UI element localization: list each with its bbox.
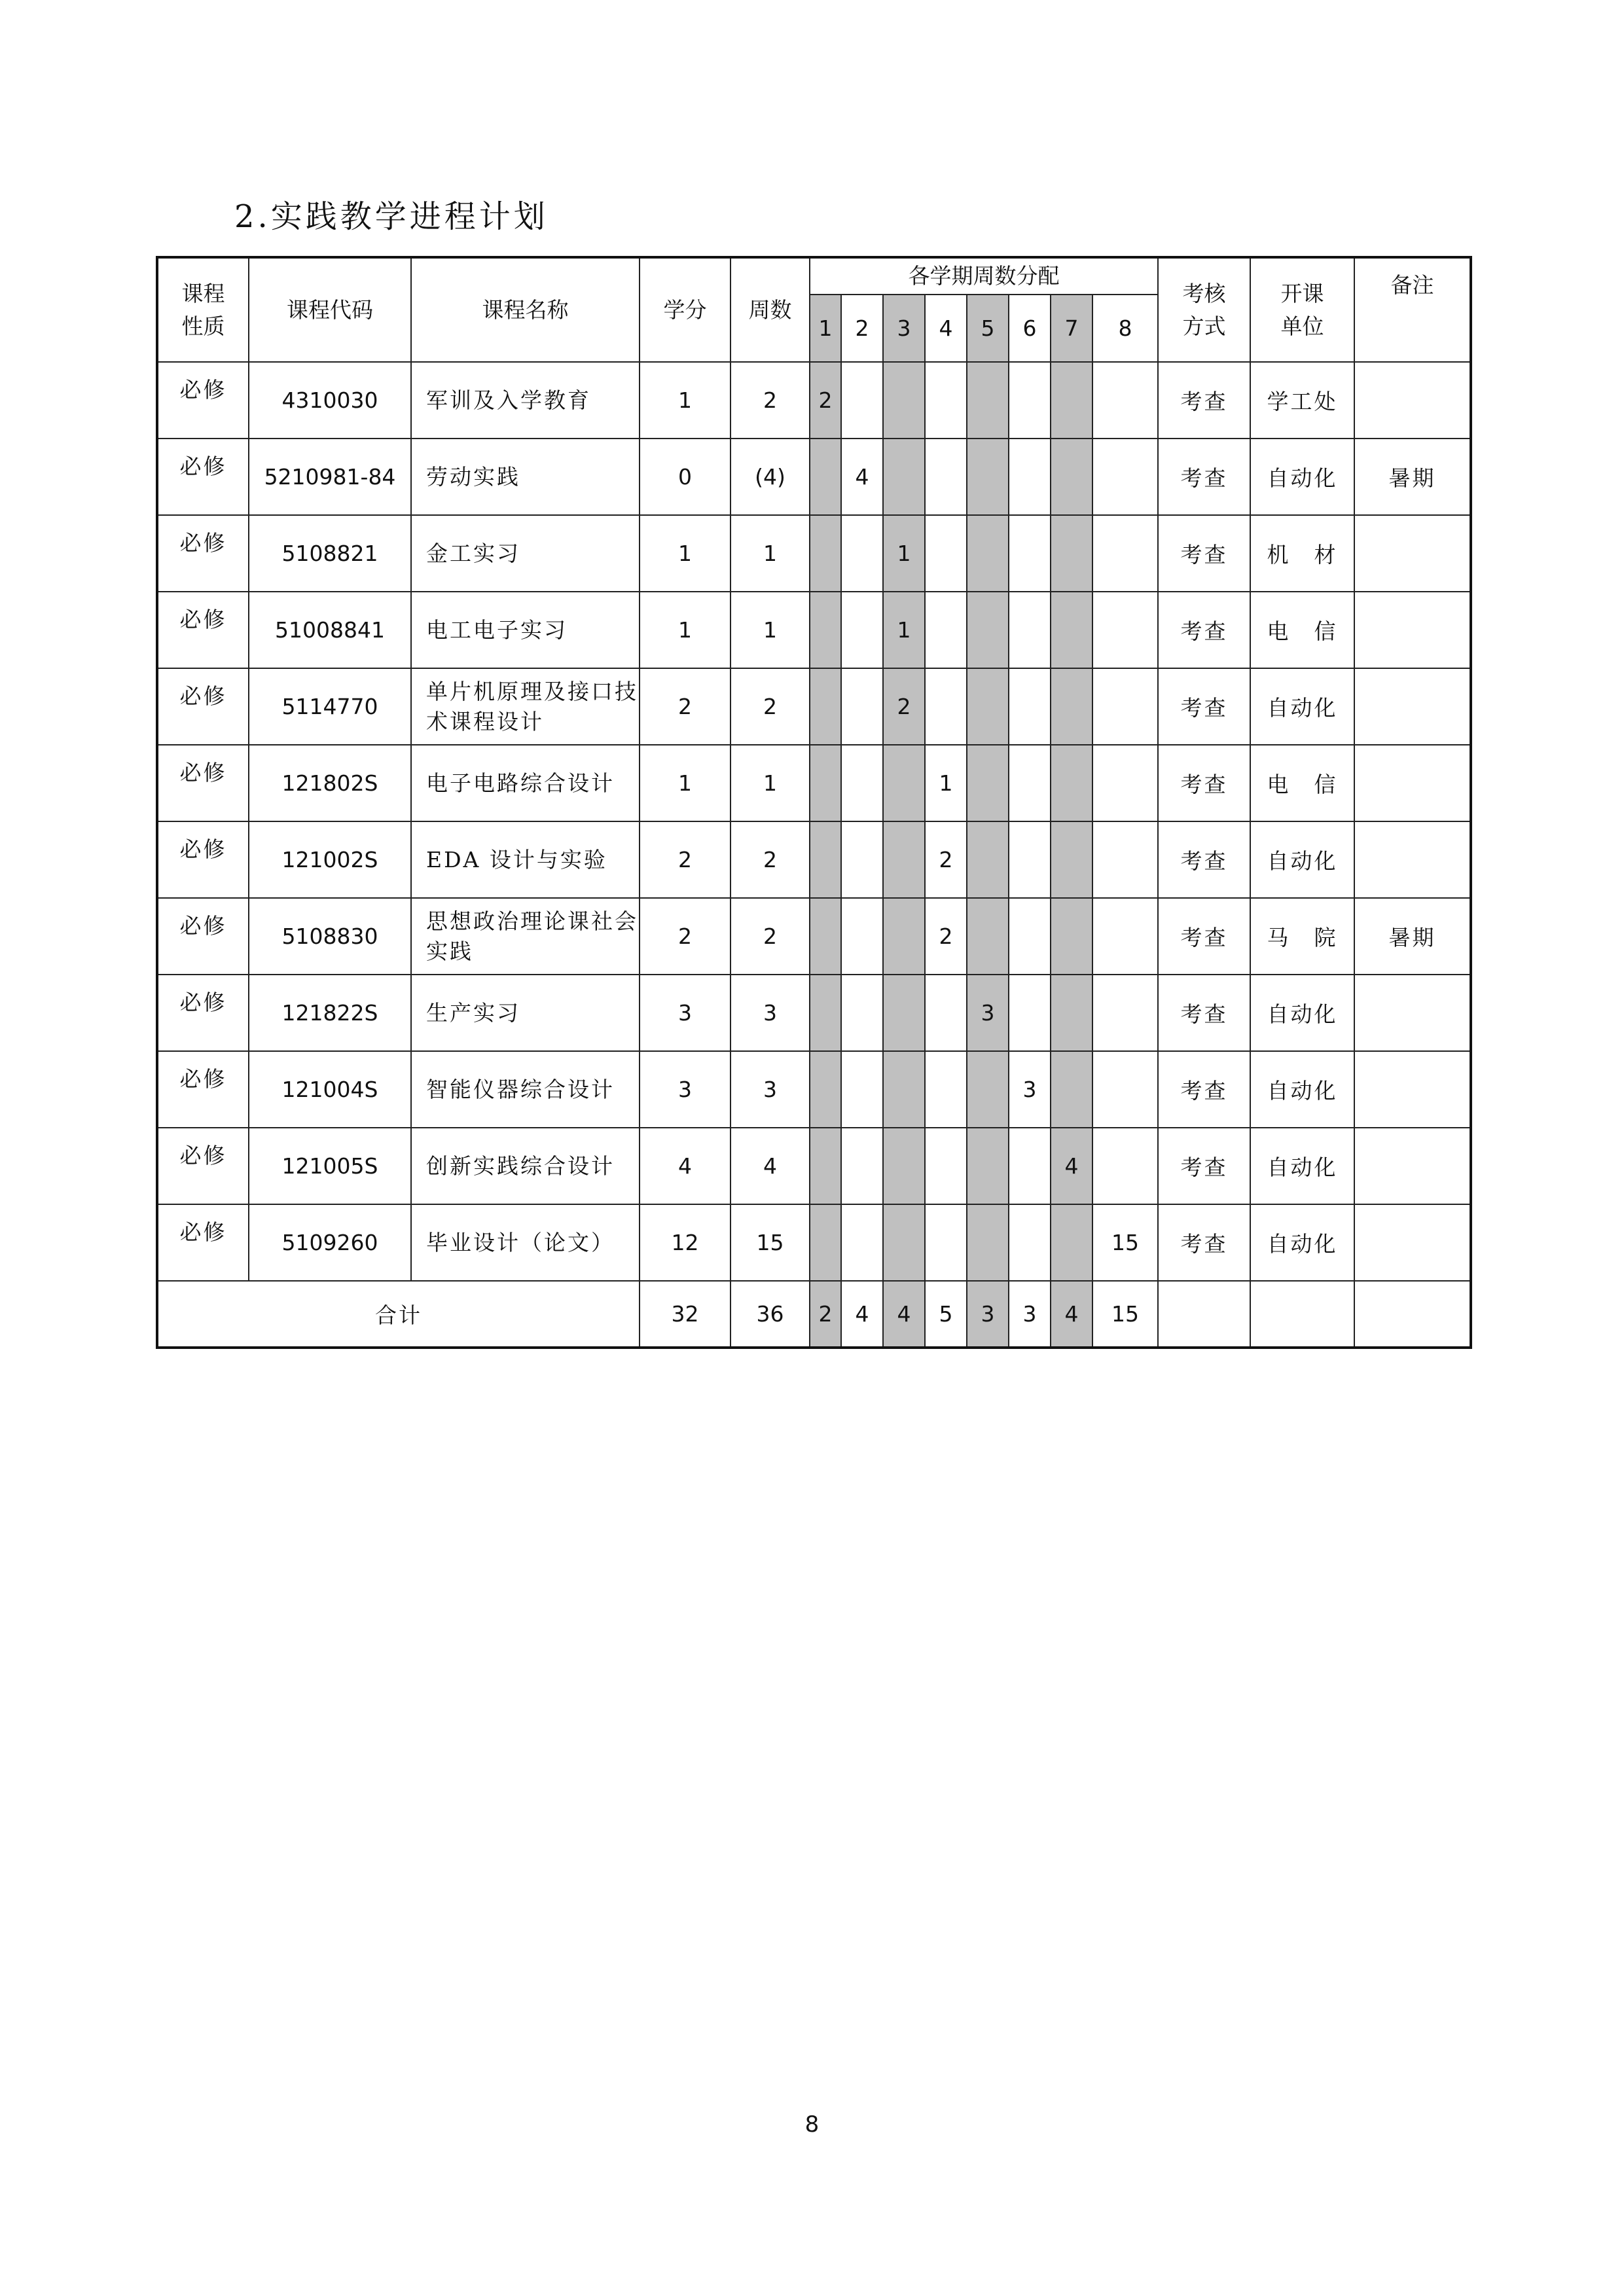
course-nature: 必修 (157, 592, 249, 668)
semester-weeks-5 (967, 362, 1009, 439)
total-semester-6: 3 (1009, 1281, 1051, 1348)
semester-weeks-7 (1051, 975, 1092, 1051)
course-weeks: 4 (731, 1128, 810, 1204)
course-code: 5108821 (249, 515, 411, 592)
course-name: 金工实习 (411, 515, 640, 592)
total-semester-2: 4 (841, 1281, 883, 1348)
total-semester-8: 15 (1092, 1281, 1158, 1348)
semester-weeks-4 (925, 975, 967, 1051)
header-remark: 备注 (1354, 257, 1471, 362)
semester-weeks-6 (1009, 668, 1051, 745)
header-credit: 学分 (640, 257, 731, 362)
remark (1354, 821, 1471, 898)
remark (1354, 592, 1471, 668)
assessment-method: 考查 (1158, 898, 1250, 975)
course-weeks: (4) (731, 439, 810, 515)
semester-weeks-1 (810, 592, 841, 668)
semester-weeks-3 (883, 1128, 925, 1204)
semester-weeks-2 (841, 821, 883, 898)
table-row (157, 1051, 1471, 1128)
remark: 暑期 (1354, 898, 1471, 975)
offering-unit: 自动化 (1250, 1051, 1354, 1128)
remark (1354, 1204, 1471, 1281)
course-nature: 必修 (157, 975, 249, 1051)
total-assessment-empty (1158, 1281, 1250, 1348)
semester-weeks-4 (925, 592, 967, 668)
course-credit: 1 (640, 592, 731, 668)
semester-weeks-5 (967, 592, 1009, 668)
remark (1354, 668, 1471, 745)
course-credit: 1 (640, 362, 731, 439)
semester-weeks-1 (810, 1204, 841, 1281)
offering-unit: 自动化 (1250, 975, 1354, 1051)
total-credit: 32 (640, 1281, 731, 1348)
header-unit: 开课 单位 (1250, 257, 1354, 362)
offering-unit: 电 信 (1250, 745, 1354, 821)
course-name: 思想政治理论课社会实践 (411, 898, 640, 975)
total-label: 合计 (157, 1281, 640, 1348)
header-assessment: 考核 方式 (1158, 257, 1250, 362)
semester-weeks-6 (1009, 975, 1051, 1051)
semester-weeks-2 (841, 745, 883, 821)
semester-weeks-2 (841, 668, 883, 745)
semester-weeks-5 (967, 439, 1009, 515)
semester-weeks-5 (967, 1051, 1009, 1128)
course-code: 121822S (249, 975, 411, 1051)
semester-weeks-1 (810, 975, 841, 1051)
total-row (157, 1281, 1471, 1348)
semester-weeks-4 (925, 1128, 967, 1204)
semester-header-6: 6 (1009, 295, 1051, 362)
table-row (157, 745, 1471, 821)
assessment-method: 考查 (1158, 975, 1250, 1051)
assessment-method: 考查 (1158, 439, 1250, 515)
semester-weeks-7 (1051, 668, 1092, 745)
offering-unit: 自动化 (1250, 439, 1354, 515)
course-name: 电工电子实习 (411, 592, 640, 668)
semester-weeks-5 (967, 1204, 1009, 1281)
course-nature: 必修 (157, 1128, 249, 1204)
course-nature: 必修 (157, 668, 249, 745)
table-row (157, 515, 1471, 592)
total-remark-empty (1354, 1281, 1471, 1348)
table-row (157, 362, 1471, 439)
semester-weeks-3 (883, 898, 925, 975)
semester-weeks-1 (810, 439, 841, 515)
assessment-method: 考查 (1158, 1051, 1250, 1128)
remark (1354, 975, 1471, 1051)
semester-weeks-8 (1092, 1051, 1158, 1128)
semester-weeks-3 (883, 821, 925, 898)
remark (1354, 745, 1471, 821)
course-name: 生产实习 (411, 975, 640, 1051)
course-nature: 必修 (157, 1051, 249, 1128)
semester-header-1: 1 (810, 295, 841, 362)
semester-header-3: 3 (883, 295, 925, 362)
course-code: 5108830 (249, 898, 411, 975)
offering-unit: 自动化 (1250, 821, 1354, 898)
assessment-method: 考查 (1158, 362, 1250, 439)
course-code: 121802S (249, 745, 411, 821)
semester-weeks-6 (1009, 821, 1051, 898)
course-weeks: 1 (731, 592, 810, 668)
semester-weeks-3 (883, 975, 925, 1051)
semester-header-4: 4 (925, 295, 967, 362)
course-weeks: 1 (731, 745, 810, 821)
header-semester-group: 各学期周数分配 (810, 257, 1158, 295)
assessment-method: 考查 (1158, 592, 1250, 668)
semester-weeks-4 (925, 362, 967, 439)
course-weeks: 2 (731, 668, 810, 745)
semester-weeks-1 (810, 668, 841, 745)
semester-weeks-3: 1 (883, 592, 925, 668)
course-credit: 2 (640, 898, 731, 975)
semester-weeks-6 (1009, 898, 1051, 975)
course-nature: 必修 (157, 362, 249, 439)
course-credit: 2 (640, 668, 731, 745)
course-name: 智能仪器综合设计 (411, 1051, 640, 1128)
semester-weeks-5 (967, 515, 1009, 592)
course-name: 劳动实践 (411, 439, 640, 515)
course-code: 51008841 (249, 592, 411, 668)
semester-weeks-4 (925, 1204, 967, 1281)
semester-weeks-7 (1051, 821, 1092, 898)
semester-weeks-4: 1 (925, 745, 967, 821)
page-number: 8 (804, 2111, 820, 2138)
remark (1354, 515, 1471, 592)
course-nature: 必修 (157, 898, 249, 975)
assessment-method: 考查 (1158, 821, 1250, 898)
course-name: 电子电路综合设计 (411, 745, 640, 821)
semester-weeks-7 (1051, 1051, 1092, 1128)
course-weeks: 2 (731, 898, 810, 975)
semester-header-5: 5 (967, 295, 1009, 362)
semester-weeks-1 (810, 821, 841, 898)
semester-header-7: 7 (1051, 295, 1092, 362)
table-row (157, 1128, 1471, 1204)
course-code: 4310030 (249, 362, 411, 439)
header-nature: 课程 性质 (157, 257, 249, 362)
semester-weeks-4: 2 (925, 821, 967, 898)
table-row (157, 439, 1471, 515)
total-semester-7: 4 (1051, 1281, 1092, 1348)
course-credit: 1 (640, 515, 731, 592)
course-weeks: 3 (731, 975, 810, 1051)
course-code: 5109260 (249, 1204, 411, 1281)
semester-weeks-8 (1092, 515, 1158, 592)
course-name: EDA 设计与实验 (411, 821, 640, 898)
offering-unit: 机 材 (1250, 515, 1354, 592)
semester-weeks-8 (1092, 745, 1158, 821)
header-weeks: 周数 (731, 257, 810, 362)
semester-weeks-7 (1051, 592, 1092, 668)
course-weeks: 1 (731, 515, 810, 592)
semester-weeks-3 (883, 1204, 925, 1281)
semester-weeks-2 (841, 975, 883, 1051)
semester-weeks-5 (967, 668, 1009, 745)
course-nature: 必修 (157, 745, 249, 821)
semester-weeks-6 (1009, 1204, 1051, 1281)
semester-weeks-4 (925, 439, 967, 515)
course-name: 单片机原理及接口技术课程设计 (411, 668, 640, 745)
semester-weeks-6 (1009, 515, 1051, 592)
semester-weeks-3 (883, 745, 925, 821)
semester-weeks-7: 4 (1051, 1128, 1092, 1204)
semester-weeks-5: 3 (967, 975, 1009, 1051)
course-code: 5114770 (249, 668, 411, 745)
semester-weeks-3: 1 (883, 515, 925, 592)
semester-weeks-6 (1009, 362, 1051, 439)
course-credit: 1 (640, 745, 731, 821)
offering-unit: 自动化 (1250, 668, 1354, 745)
semester-weeks-6: 3 (1009, 1051, 1051, 1128)
semester-weeks-6 (1009, 1128, 1051, 1204)
assessment-method: 考查 (1158, 745, 1250, 821)
semester-weeks-2 (841, 515, 883, 592)
remark (1354, 1128, 1471, 1204)
semester-weeks-5 (967, 745, 1009, 821)
semester-weeks-1 (810, 1128, 841, 1204)
semester-weeks-5 (967, 821, 1009, 898)
semester-weeks-2 (841, 1051, 883, 1128)
course-weeks: 15 (731, 1204, 810, 1281)
semester-weeks-7 (1051, 515, 1092, 592)
semester-weeks-2 (841, 592, 883, 668)
semester-weeks-8 (1092, 898, 1158, 975)
header-code: 课程代码 (249, 257, 411, 362)
practice-plan-table (156, 256, 1472, 1349)
semester-weeks-5 (967, 898, 1009, 975)
course-name: 毕业设计（论文） (411, 1204, 640, 1281)
section-title: 2.实践教学进程计划 (234, 198, 549, 235)
total-semester-5: 3 (967, 1281, 1009, 1348)
offering-unit: 学工处 (1250, 362, 1354, 439)
semester-weeks-7 (1051, 898, 1092, 975)
semester-weeks-4 (925, 515, 967, 592)
course-code: 121002S (249, 821, 411, 898)
semester-weeks-8 (1092, 668, 1158, 745)
semester-header-8: 8 (1092, 295, 1158, 362)
remark: 暑期 (1354, 439, 1471, 515)
course-nature: 必修 (157, 439, 249, 515)
course-code: 121004S (249, 1051, 411, 1128)
header-name: 课程名称 (411, 257, 640, 362)
total-semester-4: 5 (925, 1281, 967, 1348)
semester-weeks-7 (1051, 439, 1092, 515)
course-nature: 必修 (157, 1204, 249, 1281)
semester-weeks-1 (810, 515, 841, 592)
assessment-method: 考查 (1158, 668, 1250, 745)
course-name: 创新实践综合设计 (411, 1128, 640, 1204)
assessment-method: 考查 (1158, 1204, 1250, 1281)
semester-weeks-3 (883, 362, 925, 439)
table-row (157, 668, 1471, 745)
course-code: 121005S (249, 1128, 411, 1204)
semester-weeks-6 (1009, 745, 1051, 821)
semester-weeks-8 (1092, 1128, 1158, 1204)
semester-weeks-8 (1092, 592, 1158, 668)
total-unit-empty (1250, 1281, 1354, 1348)
course-credit: 3 (640, 975, 731, 1051)
course-weeks: 2 (731, 821, 810, 898)
table-row (157, 592, 1471, 668)
semester-weeks-8 (1092, 362, 1158, 439)
semester-weeks-2 (841, 362, 883, 439)
table-row (157, 975, 1471, 1051)
semester-weeks-2: 4 (841, 439, 883, 515)
semester-weeks-3 (883, 439, 925, 515)
course-weeks: 3 (731, 1051, 810, 1128)
offering-unit: 自动化 (1250, 1128, 1354, 1204)
course-credit: 0 (640, 439, 731, 515)
total-weeks: 36 (731, 1281, 810, 1348)
semester-weeks-5 (967, 1128, 1009, 1204)
semester-weeks-2 (841, 898, 883, 975)
semester-weeks-6 (1009, 439, 1051, 515)
semester-weeks-8: 15 (1092, 1204, 1158, 1281)
semester-weeks-8 (1092, 975, 1158, 1051)
table-row (157, 898, 1471, 975)
course-weeks: 2 (731, 362, 810, 439)
course-credit: 2 (640, 821, 731, 898)
semester-weeks-7 (1051, 362, 1092, 439)
semester-weeks-7 (1051, 1204, 1092, 1281)
total-semester-1: 2 (810, 1281, 841, 1348)
offering-unit: 马 院 (1250, 898, 1354, 975)
offering-unit: 电 信 (1250, 592, 1354, 668)
semester-weeks-7 (1051, 745, 1092, 821)
offering-unit: 自动化 (1250, 1204, 1354, 1281)
course-nature: 必修 (157, 821, 249, 898)
semester-weeks-1 (810, 898, 841, 975)
semester-weeks-2 (841, 1128, 883, 1204)
course-nature: 必修 (157, 515, 249, 592)
total-semester-3: 4 (883, 1281, 925, 1348)
semester-weeks-1: 2 (810, 362, 841, 439)
semester-weeks-8 (1092, 439, 1158, 515)
semester-weeks-6 (1009, 592, 1051, 668)
remark (1354, 1051, 1471, 1128)
course-credit: 4 (640, 1128, 731, 1204)
semester-weeks-4: 2 (925, 898, 967, 975)
remark (1354, 362, 1471, 439)
course-name: 军训及入学教育 (411, 362, 640, 439)
course-credit: 12 (640, 1204, 731, 1281)
semester-weeks-1 (810, 745, 841, 821)
table-row (157, 821, 1471, 898)
course-credit: 3 (640, 1051, 731, 1128)
semester-weeks-3 (883, 1051, 925, 1128)
semester-weeks-3: 2 (883, 668, 925, 745)
semester-weeks-1 (810, 1051, 841, 1128)
semester-weeks-8 (1092, 821, 1158, 898)
table-row (157, 1204, 1471, 1281)
assessment-method: 考查 (1158, 1128, 1250, 1204)
semester-weeks-4 (925, 1051, 967, 1128)
semester-weeks-2 (841, 1204, 883, 1281)
course-code: 5210981-84 (249, 439, 411, 515)
semester-weeks-4 (925, 668, 967, 745)
assessment-method: 考查 (1158, 515, 1250, 592)
semester-header-2: 2 (841, 295, 883, 362)
